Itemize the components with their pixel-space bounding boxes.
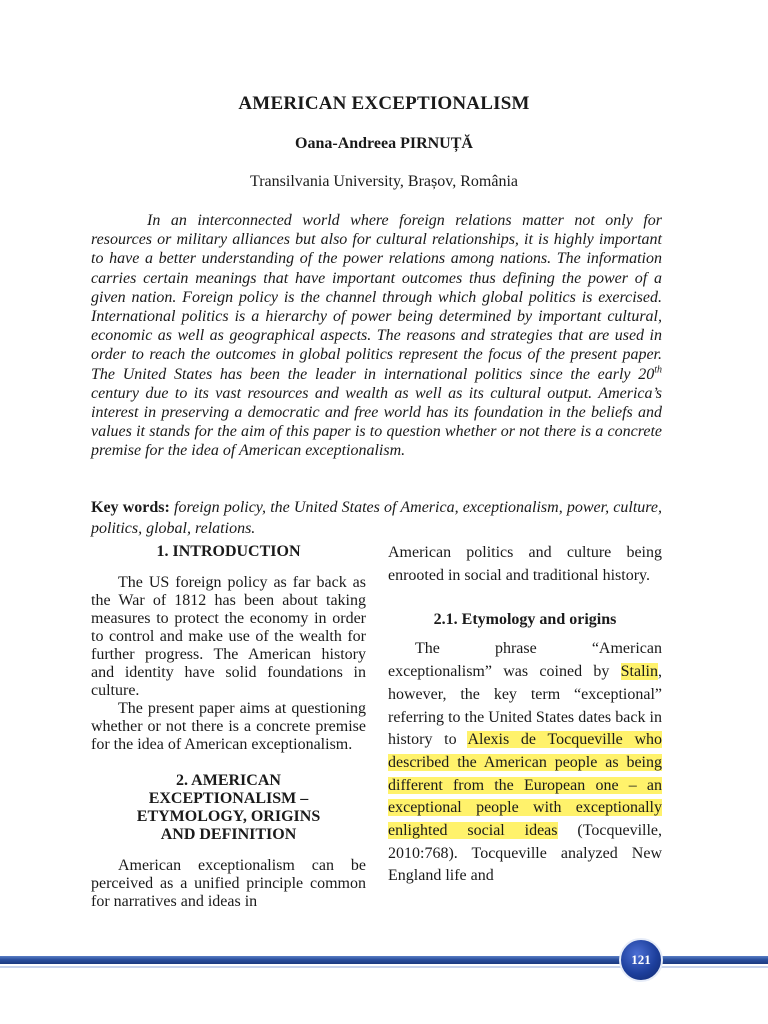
page-number-badge: [619, 938, 663, 982]
etymology-text-c: (Tocqueville, 2010:768). Tocqueville analyzed New England life and: [388, 822, 663, 885]
left-column: [91, 542, 366, 911]
etymology-paragraph: [388, 638, 662, 888]
author-affiliation: Transilvania University, Brașov, România: [250, 173, 518, 190]
section-heading-line-4: AND DEFINITION: [160, 826, 297, 843]
abstract: [91, 211, 662, 461]
section-heading-introduction: 1. INTRODUCTION: [156, 543, 301, 560]
subsection-heading-etymology: 2.1. Etymology and origins: [433, 611, 617, 629]
paper-title: AMERICAN EXCEPTIONALISM: [238, 93, 530, 114]
right-column: [388, 542, 662, 888]
abstract-text-part2: century due to its vast resources and wealth as well as its cultural output. America’s interest in preserving a democratic and free world has its foundation in the beliefs and values it stands for the aim of this paper is to question whether or not there is a concrete premise for the idea of American exceptionalism.: [91, 384, 662, 460]
keywords-list: foreign policy, the United States of America, exceptionalism, power, culture, politics, global, relations.: [91, 499, 663, 537]
page-number: 121: [631, 952, 651, 967]
abstract-superscript: th: [654, 364, 662, 376]
highlight-tocqueville: Alexis de Tocqueville who described the American people as being different from the European one – an exceptional people with exceptionally enlighted social ideas: [388, 731, 663, 840]
etymology-text-a: The phrase “American exceptionalism” was coined by: [388, 640, 662, 681]
section-heading-american-exceptionalism: [91, 772, 366, 844]
section-heading-line-1: 2. AMERICAN: [176, 772, 281, 789]
introduction-paragraph-2: The present paper aims at questioning whether or not there is a concrete premise for the idea of American exceptionalism.: [91, 700, 366, 753]
abstract-text-part1: In an interconnected world where foreign relations matter not only for resources or military alliances but also for cultural relationships, it is highly important to have a better understanding of the power relations among nations. The information carries certain meanings that have important outcomes thus defining the power of a given nation. Foreign policy is the channel through which global politics is exercised. International politics is a hierarchy of power being determined by important cultural, economic as well as geographical aspects. The reasons and strategies that are used in order to reach the outcomes in global politics represent the focus of the present paper. The United States has been the leader in international politics since the early 20: [91, 212, 662, 383]
continued-paragraph: American politics and culture being enrooted in social and traditional history.: [388, 544, 662, 584]
introduction-paragraph-1: The US foreign policy as far back as the War of 1812 has been about taking measures to protect the economy in order to control and make use of the wealth for further progress. The American history and identity have solid foundations in culture.: [91, 574, 366, 699]
section-2-paragraph: American exceptionalism can be perceived as a unified principle common for narratives and ideas in: [91, 857, 366, 910]
highlight-stalin: Stalin: [620, 663, 658, 681]
keywords-label: Key words:: [91, 499, 170, 516]
section-heading-line-2: EXCEPTIONALISM –: [148, 790, 309, 807]
etymology-text-b: , however, the key term “exceptional” referring to the United States dates back in history to: [388, 663, 662, 749]
section-heading-line-3: ETYMOLOGY, ORIGINS: [136, 808, 321, 825]
author-name: Oana-Andreea PIRNUȚĂ: [295, 135, 473, 152]
keywords: [91, 497, 662, 539]
